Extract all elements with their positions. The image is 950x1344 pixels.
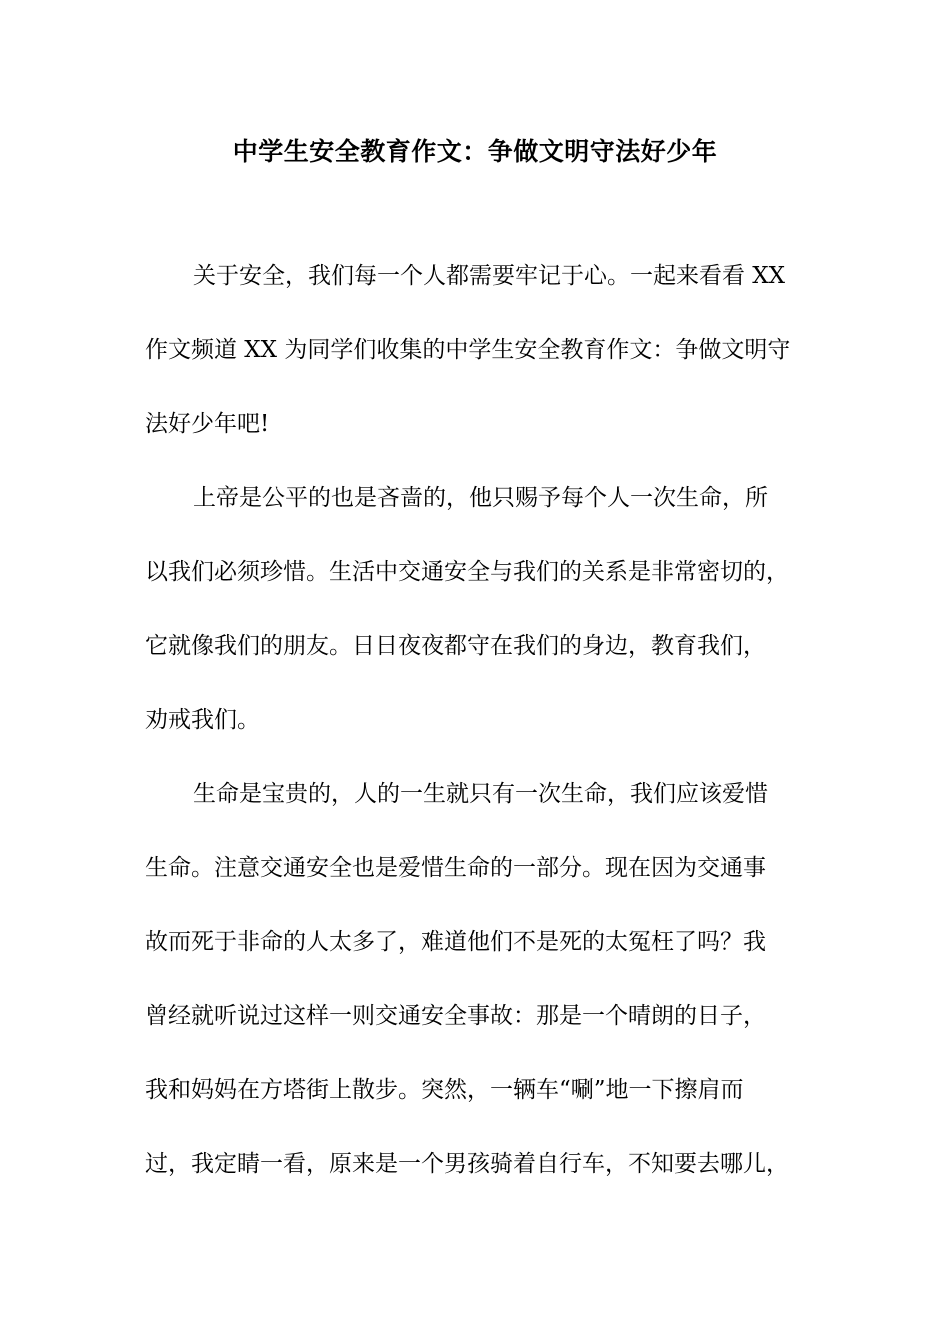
paragraph-3-line-4: 曾经就听说过这样一则交通安全事故：那是一个晴朗的日子， (145, 1003, 766, 1029)
document-title: 中学生安全教育作文：争做文明守法好少年 (232, 137, 718, 166)
paragraph-3-line-2: 生命。注意交通安全也是爱惜生命的一部分。现在因为交通事 (145, 855, 766, 881)
paragraph-2-line-4: 劝戒我们。 (145, 707, 260, 733)
paragraph-2-line-1: 上帝是公平的也是吝啬的，他只赐予每个人一次生命，所 (193, 485, 768, 511)
paragraph-2-line-3: 它就像我们的朋友。日日夜夜都守在我们的身边，教育我们， (145, 633, 766, 659)
document-body (145, 256, 825, 1218)
paragraph-1-line-3: 法好少年吧! (145, 411, 270, 437)
paragraph-3-line-6: 过，我定睛一看，原来是一个男孩骑着自行车，不知要去哪儿， (145, 1151, 789, 1177)
paragraph-1-line-2: 作文频道 XX 为同学们收集的中学生安全教育作文：争做文明守 (145, 337, 791, 363)
paragraph-3-line-3: 故而死于非命的人太多了，难道他们不是死的太冤枉了吗？我 (145, 929, 766, 955)
paragraph-3-line-1: 生命是宝贵的，人的一生就只有一次生命，我们应该爱惜 (193, 781, 768, 807)
paragraph-3-line-5: 我和妈妈在方塔街上散步。突然，一辆车“唰”地一下擦肩而 (145, 1077, 744, 1103)
paragraph-2-line-2: 以我们必须珍惜。生活中交通安全与我们的关系是非常密切的， (145, 559, 789, 585)
paragraph-1-line-1: 关于安全，我们每一个人都需要牢记于心。一起来看看 XX (193, 263, 786, 289)
